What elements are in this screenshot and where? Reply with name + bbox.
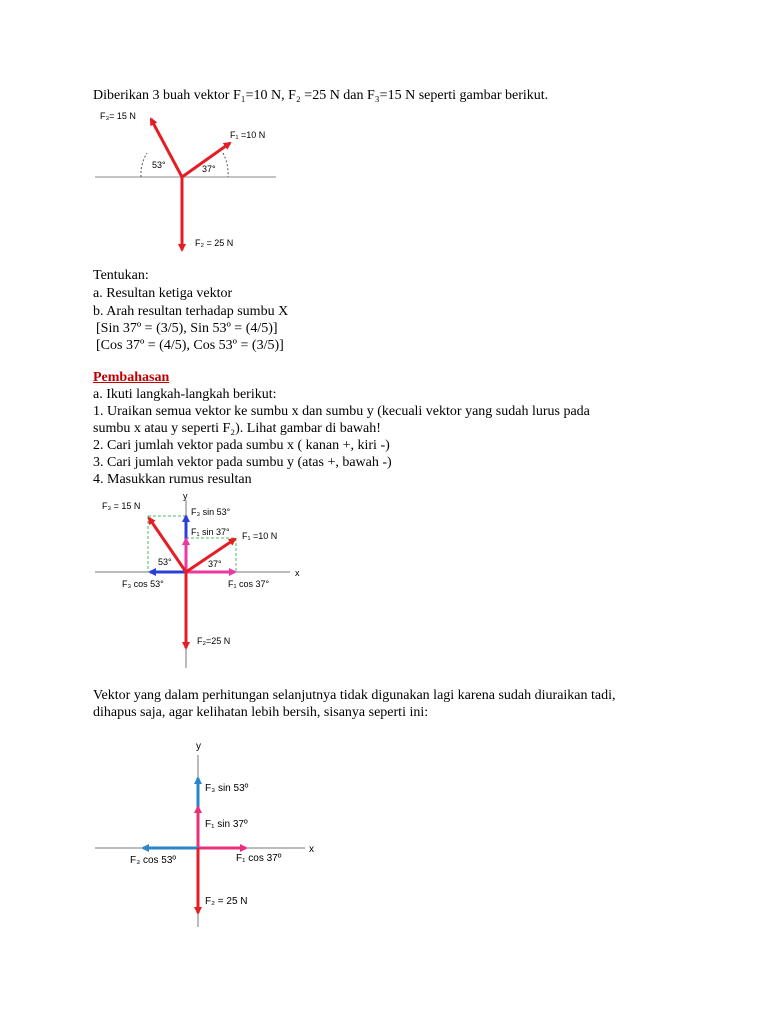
y-axis-label: y <box>196 741 201 752</box>
x-axis-label: x <box>295 568 300 578</box>
label-f3: F₃ = 15 N <box>102 501 141 511</box>
label-f2: F₂ = 25 N <box>205 896 248 907</box>
label-f3-sin: F₃ sin 53° <box>191 507 231 517</box>
step4: 4. Masukkan rumus resultan <box>93 472 252 487</box>
intro-text: Diberikan 3 buah vektor F₁=10 N, F₂ =25 N dan F₃=15 N seperti gambar berikut. <box>93 88 549 103</box>
tasks-heading: Tentukan: <box>93 268 149 283</box>
angle-37: 37° <box>202 164 216 174</box>
x-axis-label: x <box>309 844 314 855</box>
label-f1-cos: F₁ cos 37º <box>236 853 282 864</box>
angle-53: 53° <box>152 160 166 170</box>
label-f1-sin: F₁ sin 37º <box>205 819 248 830</box>
step2: 2. Cari jumlah vektor pada sumbu x ( kanan +, kiri -) <box>93 438 390 453</box>
step3: 3. Cari jumlah vektor pada sumbu y (atas +, bawah -) <box>93 455 392 470</box>
figure-vectors-decomposed <box>90 488 310 673</box>
figure-vectors-original <box>90 105 290 260</box>
label-f3-cos: F₃ cos 53º <box>130 855 177 866</box>
label-f3: F₃= 15 N <box>100 111 136 121</box>
step1-line2: sumbu x atau y seperti F₂). Lihat gambar di bawah! <box>93 421 381 436</box>
label-f1-sin: F₁ sin 37° <box>191 527 230 537</box>
step1-line1: 1. Uraikan semua vektor ke sumbu x dan sumbu y (kecuali vektor yang sudah lurus pada <box>93 404 590 419</box>
label-f1: F₁ =10 N <box>230 130 266 140</box>
hint-cos: [Cos 37º = (4/5), Cos 53º = (3/5)] <box>96 338 284 353</box>
label-f3-cos: F₃ cos 53° <box>122 579 164 589</box>
figure-vectors-components <box>90 735 330 930</box>
hint-sin: [Sin 37º = (3/5), Sin 53º = (4/5)] <box>96 321 278 336</box>
note-line1: Vektor yang dalam perhitungan selanjutnya tidak digunakan lagi karena sudah diuraikan tadi, <box>93 688 616 703</box>
label-f1-cos: F₁ cos 37° <box>228 579 270 589</box>
angle-37: 37° <box>208 559 222 569</box>
task-a: a. Resultan ketiga vektor <box>93 286 233 301</box>
step-a: a. Ikuti langkah-langkah berikut: <box>93 387 277 402</box>
y-axis-label: y <box>183 491 188 501</box>
label-f1: F₁ =10 N <box>242 531 278 541</box>
task-b: b. Arah resultan terhadap sumbu X <box>93 304 289 319</box>
angle-53: 53° <box>158 557 172 567</box>
label-f2: F₂=25 N <box>197 636 231 646</box>
label-f3-sin: F₃ sin 53º <box>205 783 249 794</box>
discussion-heading: Pembahasan <box>93 370 170 385</box>
label-f2: F₂ = 25 N <box>195 238 234 248</box>
note-line2: dihapus saja, agar kelihatan lebih bersih, sisanya seperti ini: <box>93 705 429 720</box>
